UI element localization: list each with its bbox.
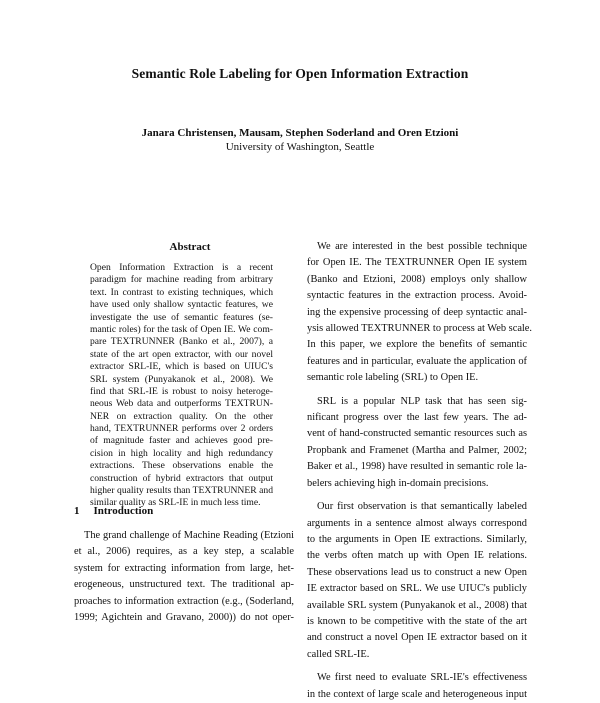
intro-line: erogeneous, unstructured text. The traditional ap- xyxy=(74,579,294,591)
paragraph-line: called SRL-IE. xyxy=(307,648,370,660)
paragraph-line: ysis allowed TEXTRUNNER to process at Web scale. xyxy=(307,323,533,335)
right-column-body xyxy=(307,239,533,703)
paragraph-line: semantic role labeling (SRL) to Open IE. xyxy=(307,372,479,384)
paragraph-line: In this paper, we explore the benefits of semantic xyxy=(307,339,527,351)
paragraph-line: SRL is a popular NLP task that has seen sig- xyxy=(317,395,527,407)
paragraph-line: ing the expensive processing of deep syntactic anal- xyxy=(307,306,527,318)
abstract-body xyxy=(90,262,273,510)
paragraph-line: the verbs often match up with Open IE relations. xyxy=(307,550,527,562)
intro-line: et al., 2006) requires, as a key step, a scalable xyxy=(74,546,294,558)
abstract-line: investigate the use of semantic features (se- xyxy=(90,311,273,323)
paragraph-line: (Banko and Etzioni, 2008) employs only shallow xyxy=(307,273,527,285)
paper-title: Semantic Role Labeling for Open Information Extraction xyxy=(131,66,469,81)
paragraph-line: and construct a novel Open IE extractor based on it xyxy=(307,632,527,644)
abstract-line: Open Information Extraction is a recent xyxy=(90,262,273,273)
paragraph-line: syntactic features in the extraction process. Avoid- xyxy=(307,290,527,302)
abstract-line: construction of hybrid extractors that output xyxy=(90,472,273,484)
abstract-line: cision in high locality and high redundancy xyxy=(90,447,273,459)
paragraph-line: available SRL system (Punyakanok et al., 2008) that xyxy=(307,599,527,611)
abstract-line: higher quality results than TEXTRUNNER and xyxy=(90,485,273,497)
section-heading xyxy=(74,505,153,517)
paragraph-line: We are interested in the best possible technique xyxy=(317,241,527,252)
paragraph-line: is known to be competitive with the state of the art xyxy=(307,615,527,627)
paragraph-line: We first need to evaluate SRL-IE's effectiveness xyxy=(317,672,527,684)
paragraph-line: IE extractor based on SRL. We use UIUC's publicly xyxy=(307,583,527,595)
abstract-line: find that SRL-IE is robust to noisy heteroge- xyxy=(90,385,273,397)
abstract-line: text. In contrast to existing techniques, which xyxy=(90,286,273,298)
abstract-line: state of the art open extractor, with our novel xyxy=(90,348,273,360)
abstract-line: mantic roles) for the task of Open IE. We com- xyxy=(90,323,273,335)
paragraph-line: in the context of large scale and heterogeneous input xyxy=(307,688,527,700)
abstract-heading: Abstract xyxy=(169,241,211,253)
paragraph-line: features and in particular, evaluate the application of xyxy=(307,355,527,367)
abstract-line: paradigm for machine reading from arbitrary xyxy=(90,274,273,286)
abstract-line: SRL system (Punyakanok et al., 2008). We xyxy=(90,373,273,385)
abstract-line: similar quality as SRL-IE in much less time. xyxy=(90,497,261,509)
paragraph-line: for Open IE. The TEXTRUNNER Open IE system xyxy=(307,257,527,269)
paragraph-line: Propbank and Framenet (Martha and Palmer, 2002; xyxy=(307,444,527,456)
paragraph-line: Baker et al., 1998) have resulted in semantic role la- xyxy=(307,461,527,473)
abstract-line: neous Web data and outperforms TEXTRUN- xyxy=(90,398,273,410)
paragraph-line: arguments in a sentence almost always correspond xyxy=(307,517,527,529)
paragraph-line: Our first observation is that semantically labeled xyxy=(317,501,527,513)
paragraph-line: to the arguments in Open IE extractions. Similarly, xyxy=(307,533,527,545)
paragraph-line: These observations lead us to construct a new Open xyxy=(307,566,527,578)
section-number: 1 xyxy=(74,505,80,517)
author-list: Janara Christensen, Mausam, Stephen Soderland and Oren Etzioni xyxy=(141,127,459,139)
abstract-line: extractor SRL-IE, which is based on UIUC's xyxy=(90,361,273,373)
affiliation: University of Washington, Seattle xyxy=(225,141,375,153)
abstract-line: have used only shallow syntactic features, we xyxy=(90,299,273,311)
abstract-line: pare TEXTRUNNER (Banko et al., 2007), a xyxy=(90,336,273,348)
abstract-line: NER on extraction quality. On the other xyxy=(90,410,273,422)
intro-line: The grand challenge of Machine Reading (Etzioni xyxy=(84,530,294,541)
intro-line: proaches to information extraction (e.g., (Soderland, xyxy=(74,595,294,607)
paragraph-line: belers achieving high in-domain precisions. xyxy=(307,477,489,489)
intro-line: system for extracting information from large, het- xyxy=(74,562,294,574)
abstract-line: of magnitude faster and achieves good pre- xyxy=(90,435,273,447)
abstract-line: hand, TEXTRUNNER performs over 2 orders xyxy=(90,423,273,435)
intro-body xyxy=(74,528,294,626)
paragraph-line: vent of hand-constructed semantic resources such as xyxy=(307,428,527,440)
section-title: Introduction xyxy=(93,505,154,517)
paragraph-line: nificant progress over the last few years. The ad- xyxy=(307,412,527,424)
intro-line: 1999; Agichtein and Gravano, 2000)) do not oper- xyxy=(74,612,294,624)
abstract-line: extractions. These observations enable the xyxy=(90,460,273,472)
